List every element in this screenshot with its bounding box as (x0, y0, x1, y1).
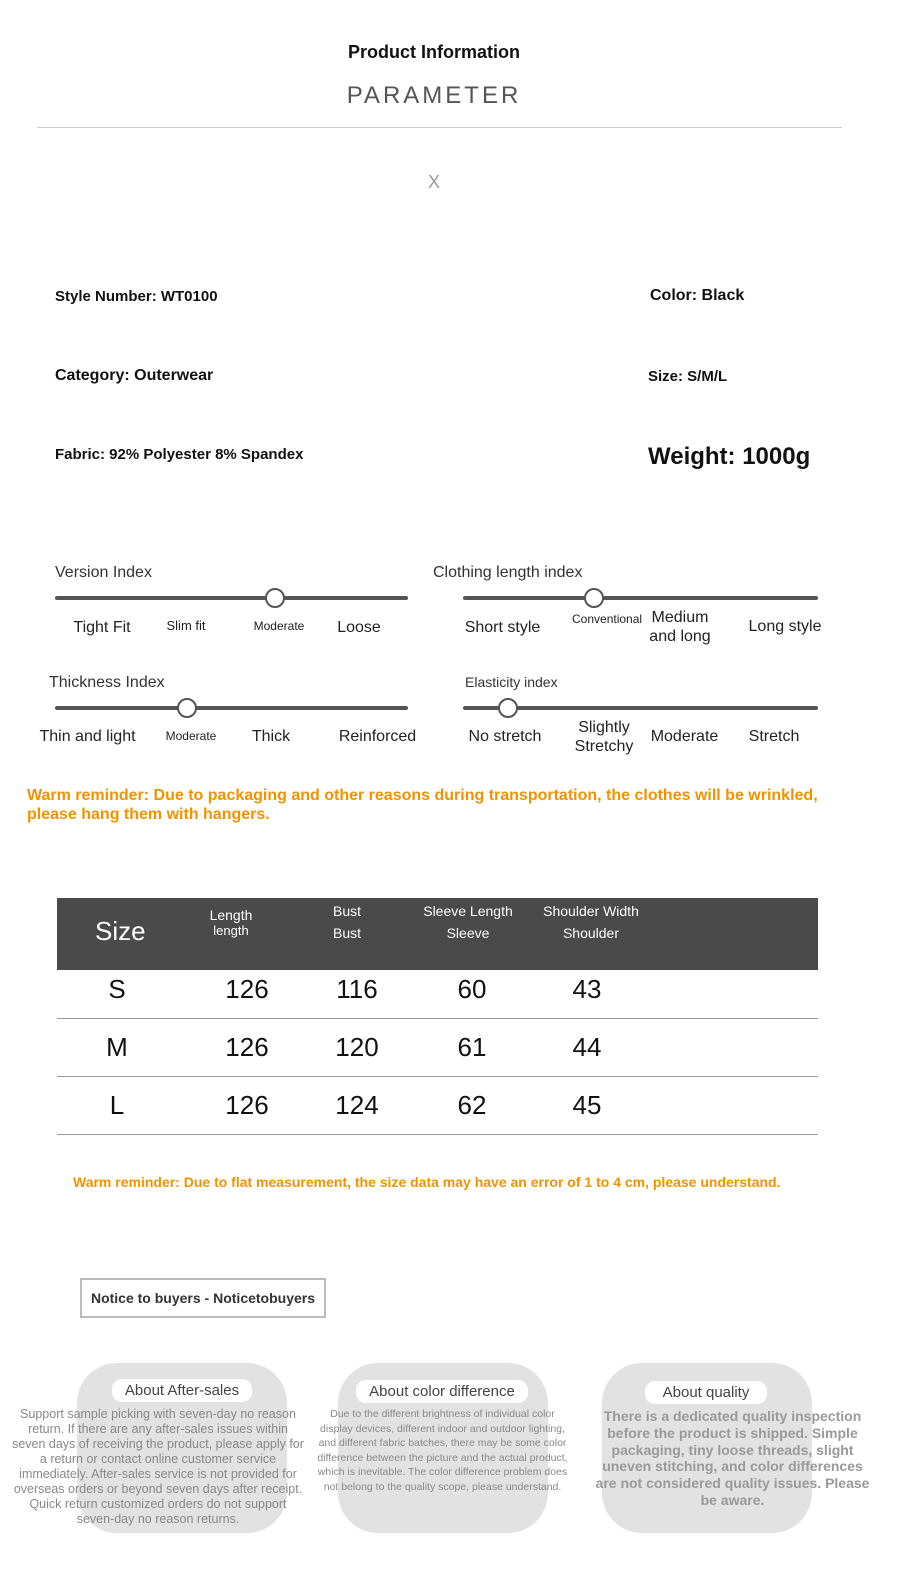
thickness-index-label: Thickness Index (49, 674, 165, 691)
card-title: About After-sales (112, 1379, 252, 1402)
slider-option: Moderate (253, 619, 305, 633)
slider-option: Conventional (572, 612, 643, 626)
length-index-slider[interactable] (463, 596, 818, 600)
header-main: Sleeve Length (423, 903, 513, 919)
slider-knob[interactable] (584, 588, 604, 608)
size-cell: 43 (572, 974, 602, 1004)
size-row (57, 1076, 818, 1135)
header-length (185, 904, 277, 936)
size-cell: 126 (225, 1090, 269, 1120)
header-sub: Shoulder (562, 925, 620, 941)
size-cell: 44 (572, 1032, 602, 1062)
size-cell: 126 (225, 1032, 269, 1062)
length-index-label: Clothing length index (433, 564, 583, 581)
card-text: Due to the different brightness of individual color display devices, different indoor and outdoor lighting, and different fabric batches, there may be some color difference between the picture and the actual product, which is inevitable. The color difference problem does not belong to the quality scope, please understand. (317, 1408, 568, 1493)
page-title: Product Information (348, 42, 520, 62)
slider-option: Short style (464, 619, 541, 636)
reminder-wrinkle: Warm reminder: Due to packaging and other reasons during transportation, the clothes will be wrinkled, please hang them with hangers. (27, 787, 818, 823)
close-icon: X (427, 172, 440, 192)
card-title: About color difference (356, 1380, 528, 1403)
size-cell: M (106, 1032, 128, 1062)
elasticity-index-label: Elasticity index (465, 674, 558, 690)
size-cell: 124 (335, 1090, 379, 1120)
weight-spec: Weight: 1000g (648, 443, 811, 470)
notice-title: Notice to buyers - Noticetobuyers (80, 1278, 326, 1318)
version-index-label: Version Index (55, 564, 152, 581)
card-text: There is a dedicated quality inspection before the product is shipped. Simple packaging, tiny loose threads, slight uneven stitching, and color differences are not considered quality issues. Please be aware. (595, 1408, 870, 1508)
header-sub: Bust (332, 925, 361, 941)
slider-option: No stretch (468, 728, 542, 745)
size-cell: 45 (572, 1090, 602, 1120)
header-main: Length (209, 907, 253, 923)
elasticity-index-slider[interactable] (463, 706, 818, 710)
size-row (57, 960, 818, 1019)
divider (37, 127, 842, 128)
card-text: Support sample picking with seven-day no reason return. If there are any after-sales issues within seven days of receiving the product, please apply for a return or contact online customer service immediately. After-sales service is not provided for overseas orders or beyond seven days after receipt. Quick return customized orders do not support seven-day no reason returns. (12, 1407, 304, 1526)
slider-knob[interactable] (177, 698, 197, 718)
slider-option: Reinforced (338, 728, 417, 745)
slider-option: Moderate (650, 728, 719, 745)
reminder-measurement: Warm reminder: Due to flat measurement, the size data may have an error of 1 to 4 cm, please understand. (73, 1174, 781, 1190)
size-cell: 62 (457, 1090, 487, 1120)
style-number: Style Number: WT0100 (55, 288, 218, 305)
size-cell: L (109, 1090, 125, 1120)
size-cell: 126 (225, 974, 269, 1004)
slider-option: Long style (748, 618, 822, 635)
slider-option: Thick (251, 728, 291, 745)
size-cell: 120 (335, 1032, 379, 1062)
color-spec: Color: Black (650, 287, 745, 304)
fabric-spec: Fabric: 92% Polyester 8% Spandex (55, 446, 304, 463)
size-cell: 60 (457, 974, 487, 1004)
size-cell: 61 (457, 1032, 487, 1062)
category-spec: Category: Outerwear (55, 367, 214, 384)
slider-option: Medium and long (649, 609, 711, 645)
version-index-slider[interactable] (55, 596, 408, 600)
size-row (57, 1018, 818, 1077)
slider-option: Thin and light (39, 728, 136, 745)
thickness-index-slider[interactable] (55, 706, 408, 710)
page-subtitle: PARAMETER (346, 82, 522, 109)
size-cell: S (108, 974, 126, 1004)
slider-option: Tight Fit (73, 619, 131, 636)
header-main: Shoulder Width (543, 903, 639, 919)
slider-option: Slightly Stretchy (574, 719, 634, 755)
header-sub: Sleeve (446, 925, 490, 941)
slider-option: Loose (337, 619, 381, 636)
card-title: About quality (645, 1381, 767, 1404)
size-cell: 116 (336, 974, 378, 1004)
header-sleeve (413, 900, 523, 944)
header-size: Size (95, 916, 146, 946)
size-spec: Size: S/M/L (648, 368, 728, 385)
header-bust (301, 900, 393, 944)
slider-knob[interactable] (498, 698, 518, 718)
slider-option: Moderate (165, 729, 217, 743)
header-sub: length (213, 923, 249, 938)
slider-option: Slim fit (166, 618, 206, 633)
header-shoulder (531, 900, 651, 944)
slider-knob[interactable] (265, 588, 285, 608)
header-main: Bust (332, 903, 361, 919)
slider-option: Stretch (748, 728, 800, 745)
